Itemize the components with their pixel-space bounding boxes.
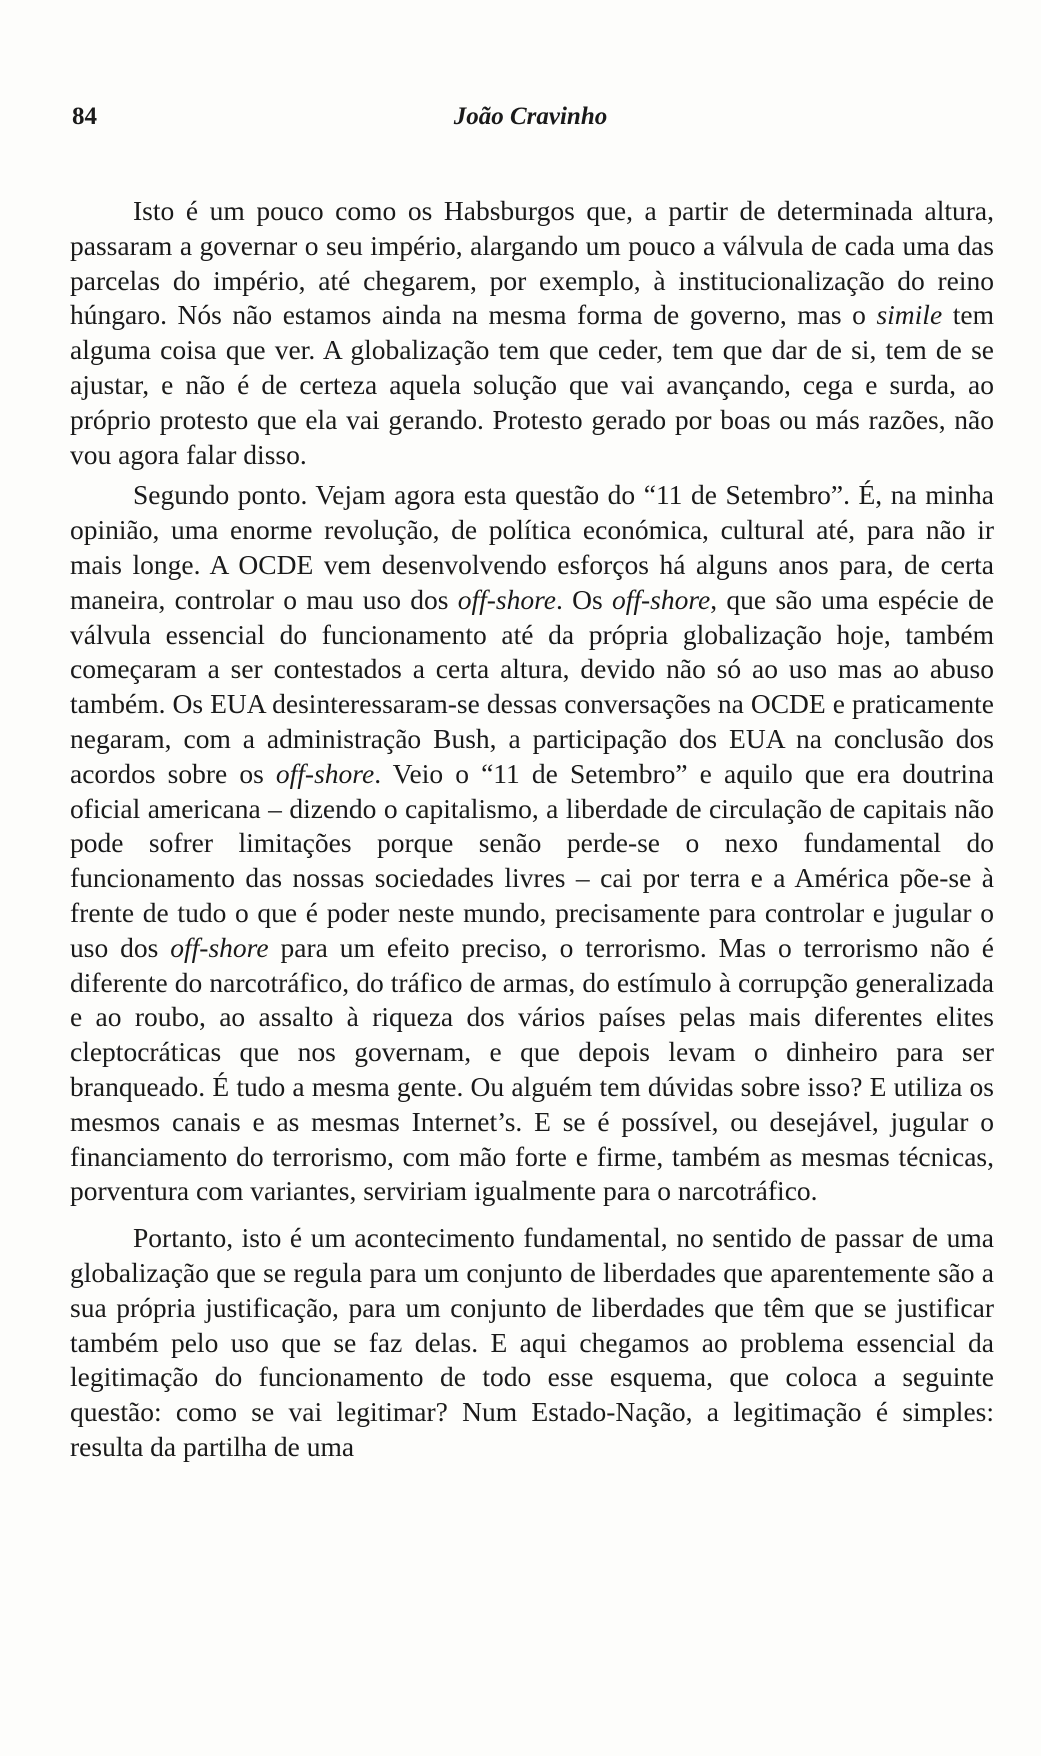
italic-term: off-shore [457, 583, 557, 615]
text-run: tem alguma coisa que ver. A globalização tem que ceder, tem que dar de si, tem de se ajustar, e não é de certeza aquela solução que vai avançando, cega e surda, ao próprio protesto que ela vai gerando. Protesto gerado por boas ou más razões, não vou agora falar disso. [70, 299, 994, 470]
italic-term: simile [876, 299, 943, 331]
italic-term: off-shore [611, 583, 711, 615]
page-header [68, 103, 993, 139]
text-run: . Veio o “11 de Setembro” e aquilo que era doutrina oficial americana – dizendo o capitalismo, a liberdade de circulação de capitais não pode sofrer limitações porque senão perde-se o nexo fundamental do funcionamento das nossas sociedades livres – cai por terra e a América põe-se à frente de tudo o que é poder neste mundo, precisamente para controlar e jugular o uso dos [70, 757, 995, 963]
page-number: 84 [72, 103, 97, 130]
text-run: Isto é um pouco como os Habsburgos que, a partir de determinada altura, passaram a governar o seu império, alargando um pouco a válvula de cada uma das parcelas do império, até chegarem, por exemplo, à institucionalização do reino húngaro. Nós não estamos ainda na mesma forma de governo, mas o [70, 195, 994, 331]
paragraph-2 [70, 478, 994, 1209]
italic-term: off-shore [170, 931, 269, 963]
text-run: Segundo ponto. Vejam agora esta questão do “11 de Setembro”. É, na minha opinião, uma enorme revolução, de política económica, cultural até, para não ir mais longe. A OCDE vem desenvolvendo esforços há alguns anos para, de certa maneira, controlar o mau uso dos [70, 479, 994, 615]
body-text [70, 194, 994, 1465]
running-head-author: João Cravinho [453, 103, 608, 130]
paragraph-1 [70, 194, 994, 472]
paragraph-3 [70, 1221, 994, 1465]
text-run: . Os [556, 583, 612, 615]
text-run: para um efeito preciso, o terrorismo. Mas o terrorismo não é diferente do narcotráfico, do tráfico de armas, do estímulo à corrupção generalizada e ao roubo, ao assalto à riqueza dos vários países pelas mais diferentes elites cleptocráticas que nos governam, e que depois levam o dinheiro para ser branqueado. É tudo a mesma gente. Ou alguém tem dúvidas sobre isso? E utiliza os mesmos canais e as mesmas Internet’s. E se é possível, ou desejável, jugular o financiamento do terrorismo, com mão forte e firme, também as mesmas técnicas, porventura com variantes, serviriam igualmente para o narcotráfico. [70, 931, 994, 1207]
text-run: , que são uma espécie de válvula essencial do funcionamento até da própria globalização hoje, também começaram a ser contestados a certa altura, devido não só ao uso mas ao abuso também. Os EUA desinteressaram-se dessas conversações na OCDE e praticamente negaram, com a administração Bush, a participação dos EUA na conclusão dos acordos sobre os [70, 583, 994, 789]
text-run: Portanto, isto é um acontecimento fundamental, no sentido de passar de uma globalização que se regula para um conjunto de liberdades que aparentemente são a sua própria justificação, para um conjunto de liberdades que têm que se justificar também pelo uso que se faz delas. E aqui chegamos ao problema essencial da legitimação do funcionamento de todo esse esquema, que coloca a seguinte questão: como se vai legitimar? Num Estado-Nação, a legitimação é simples: resulta da partilha de uma [70, 1222, 994, 1462]
italic-term: off-shore [275, 757, 375, 789]
